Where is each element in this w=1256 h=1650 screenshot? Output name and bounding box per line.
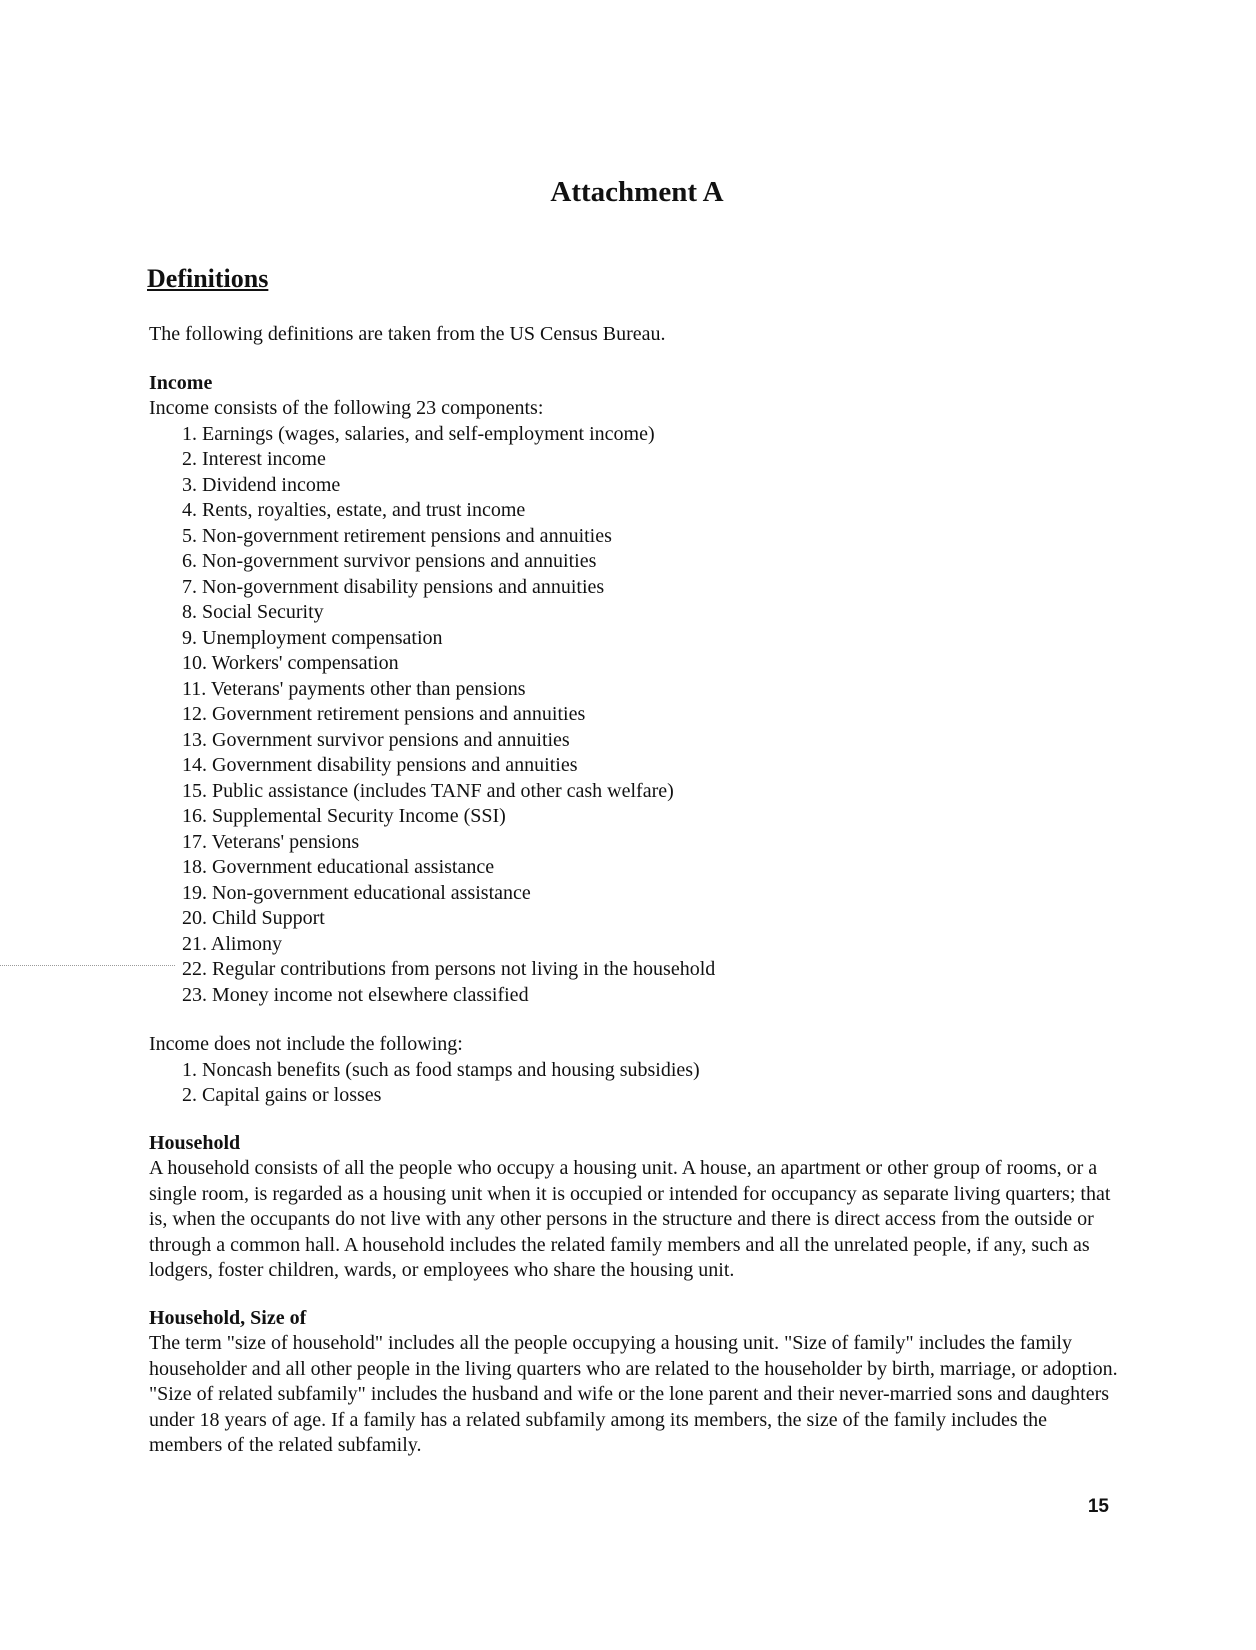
scan-artifact — [0, 965, 175, 966]
list-item: 20. Child Support — [182, 907, 325, 929]
list-item: 11. Veterans' payments other than pensions — [182, 677, 526, 700]
list-item: 23. Money income not elsewhere classified — [182, 983, 529, 1006]
document-title: Attachment A — [550, 176, 724, 208]
list-item: 1. Noncash benefits (such as food stamps and housing subsidies) — [182, 1058, 700, 1081]
list-item: 4. Rents, royalties, estate, and trust income — [182, 499, 526, 521]
list-item: 2. Interest income — [182, 448, 326, 470]
list-item: 15. Public assistance (includes TANF and other cash welfare) — [182, 779, 674, 802]
list-item: 12. Government retirement pensions and annuities — [182, 703, 586, 725]
list-item: 17. Veterans' pensions — [182, 830, 360, 853]
list-item: 1. Earnings (wages, salaries, and self-employment income) — [182, 422, 655, 445]
list-item: 6. Non-government survivor pensions and annuities — [182, 550, 597, 572]
spacer — [149, 1284, 1129, 1306]
household-size-definition: The term "size of household" includes all the people occupying a housing unit. "Size of family" includes the family householder and all other people in the living quarters who are related to the householder by birth, marriage, or adoption. "Size of related subfamily" includes the husband and wife or the lone parent and their never-married sons and daughters under 18 years of age. If a family has a related subfamily among its members, the size of the family includes the members of the related subfamily. — [149, 1332, 1118, 1456]
term-household-size: Household, Size of — [149, 1306, 307, 1329]
list-item: 19. Non-government educational assistance — [182, 881, 531, 904]
list-item: 16. Supplemental Security Income (SSI) — [182, 805, 506, 827]
income-lead: Income consists of the following 23 components: — [149, 397, 544, 419]
term-household: Household — [149, 1131, 241, 1154]
income-components-list — [149, 422, 1129, 1009]
spacer — [149, 1109, 1129, 1131]
list-item: 10. Workers' compensation — [182, 652, 399, 674]
income-exclusions-list — [149, 1058, 1129, 1109]
document-body — [149, 322, 1129, 1459]
section-heading: Definitions — [147, 264, 269, 293]
page-number: 15 — [1087, 1496, 1109, 1517]
intro-text: The following definitions are taken from the US Census Bureau. — [149, 323, 666, 345]
list-item: 22. Regular contributions from persons not living in the household — [182, 958, 716, 980]
spacer — [149, 1008, 1129, 1032]
list-item: 21. Alimony — [182, 932, 283, 955]
list-item: 18. Government educational assistance — [182, 856, 495, 878]
list-item: 3. Dividend income — [182, 473, 341, 496]
list-item: 13. Government survivor pensions and annuities — [182, 728, 570, 751]
list-item: 7. Non-government disability pensions and annuities — [182, 575, 605, 598]
list-item: 8. Social Security — [182, 601, 324, 623]
list-item: 14. Government disability pensions and annuities — [182, 754, 578, 776]
list-item: 2. Capital gains or losses — [182, 1084, 382, 1106]
income-exclusions-lead: Income does not include the following: — [149, 1033, 463, 1055]
term-income: Income — [149, 371, 213, 394]
household-definition: A household consists of all the people who occupy a housing unit. A house, an apartment or other group of rooms, or a single room, is regarded as a housing unit when it is occupied or intended for occupancy as separate living quarters; that is, when the occupants do not live with any other persons in the structure and there is direct access from the outside or through a common hall. A household includes the related family members and all the unrelated people, if any, such as lodgers, foster children, wards, or employees who share the housing unit. — [149, 1157, 1111, 1281]
list-item: 5. Non-government retirement pensions and annuities — [182, 524, 612, 547]
list-item: 9. Unemployment compensation — [182, 626, 443, 649]
